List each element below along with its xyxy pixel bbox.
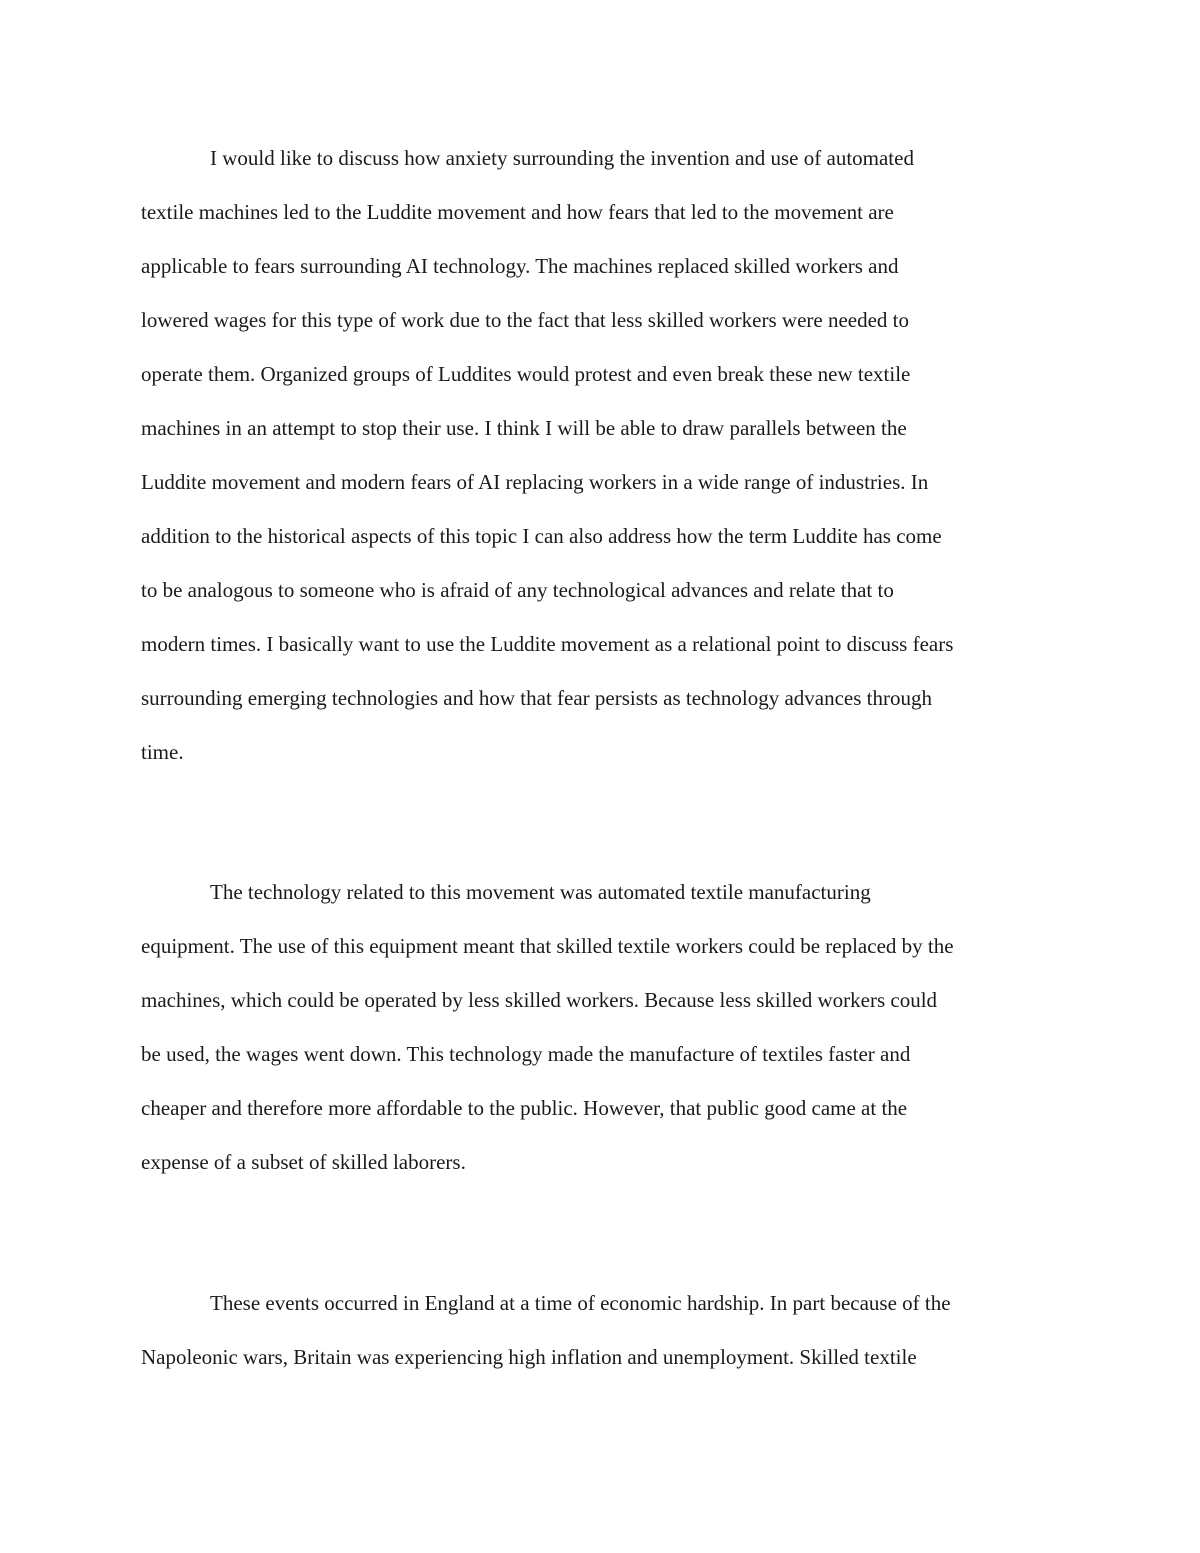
text-line: time.: [141, 740, 184, 764]
text-line: The technology related to this movement was automated textile manufacturing: [210, 880, 871, 904]
text-line: cheaper and therefore more affordable to the public. However, that public good came at the: [141, 1096, 908, 1120]
text-line: to be analogous to someone who is afraid of any technological advances and relate that to: [141, 578, 894, 602]
text-line: textile machines led to the Luddite movement and how fears that led to the movement are: [141, 200, 894, 224]
text-line: Napoleonic wars, Britain was experiencing high inflation and unemployment. Skilled textile: [141, 1345, 917, 1369]
text-line: lowered wages for this type of work due to the fact that less skilled workers were needed to: [141, 308, 910, 332]
text-line: I would like to discuss how anxiety surrounding the invention and use of automated: [210, 146, 914, 170]
text-line: Luddite movement and modern fears of AI replacing workers in a wide range of industries. In: [141, 470, 929, 494]
text-line: addition to the historical aspects of this topic I can also address how the term Luddite has come: [141, 524, 942, 548]
text-line: These events occurred in England at a time of economic hardship. In part because of the: [210, 1291, 951, 1315]
text-line: applicable to fears surrounding AI technology. The machines replaced skilled workers and: [141, 254, 899, 278]
text-line: operate them. Organized groups of Luddites would protest and even break these new textile: [141, 362, 911, 386]
text-line: be used, the wages went down. This technology made the manufacture of textiles faster and: [141, 1042, 911, 1066]
text-line: machines in an attempt to stop their use. I think I will be able to draw parallels between the: [141, 416, 907, 440]
text-line: modern times. I basically want to use the Luddite movement as a relational point to discuss fears: [141, 632, 954, 656]
text-line: surrounding emerging technologies and how that fear persists as technology advances through: [141, 686, 932, 710]
text-line: equipment. The use of this equipment meant that skilled textile workers could be replaced by the: [141, 934, 954, 958]
text-line: machines, which could be operated by less skilled workers. Because less skilled workers could: [141, 988, 938, 1012]
text-line: expense of a subset of skilled laborers.: [141, 1150, 466, 1174]
